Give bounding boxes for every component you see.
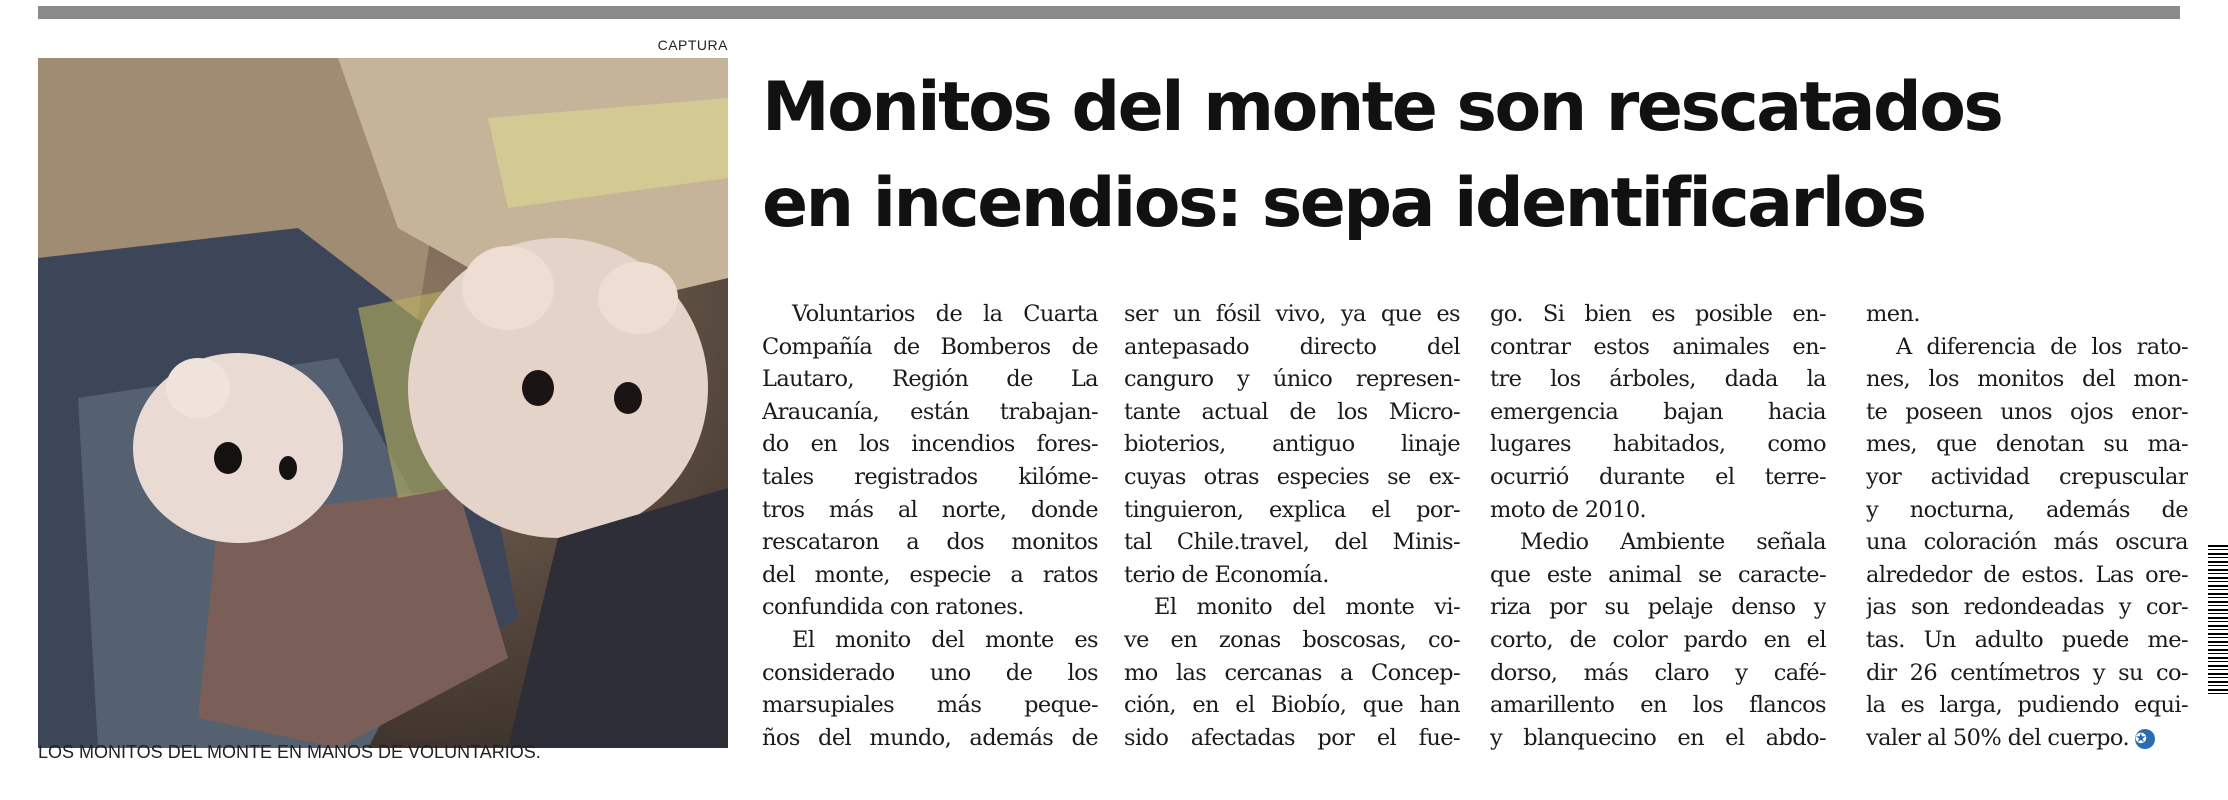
text-line: la es larga, pudiendo equi-	[1866, 692, 2188, 719]
headline	[762, 60, 2202, 252]
headline-line-1: Monitos del monte son rescatados	[762, 68, 2002, 147]
photo-illustration	[38, 58, 728, 748]
text-line: nes, los monitos del mon-	[1866, 366, 2188, 393]
text-line: ños del mundo, además de	[762, 724, 1098, 751]
body-column-2	[1124, 298, 1460, 754]
text-line: confundida con ratones.	[762, 594, 1024, 621]
text-line: sido afectadas por el fue-	[1124, 724, 1460, 751]
barcode-strip	[2208, 545, 2228, 695]
photo-caption: LOS MONITOS DEL MONTE EN MANOS DE VOLUNTARIOS.	[38, 742, 541, 762]
text-line: tales registrados kilóme-	[762, 463, 1098, 490]
text-line: tante actual de los Micro-	[1124, 398, 1460, 425]
text-line: tal Chile.travel, del Minis-	[1124, 529, 1460, 556]
text-line: tros más al norte, donde	[762, 496, 1098, 523]
text-line: corto, de color pardo en el	[1490, 626, 1826, 653]
text-line: ción, en el Biobío, que han	[1124, 692, 1460, 719]
text-line: antepasado directo del	[1124, 333, 1460, 360]
paragraph	[1124, 591, 1460, 754]
text-line: marsupiales más peque-	[762, 692, 1098, 719]
text-line: tas. Un adulto puede me-	[1866, 626, 2188, 653]
text-line: do en los incendios fores-	[762, 431, 1098, 458]
text-line: Araucanía, están trabajan-	[762, 398, 1098, 425]
text-line: go. Si bien es posible en-	[1490, 301, 1826, 327]
text-line: Compañía de Bomberos de	[762, 333, 1098, 360]
paragraph	[1490, 298, 1826, 526]
text-line: ser un fósil vivo, ya que es	[1124, 301, 1460, 327]
text-line: dir 26 centímetros y su co-	[1866, 659, 2188, 686]
paragraph	[762, 624, 1098, 754]
text-line: cuyas otras especies se ex-	[1124, 463, 1460, 490]
text-line: mo las cercanas a Concep-	[1124, 659, 1460, 686]
paragraph	[1490, 526, 1826, 754]
text-line: riza por su pelaje denso y	[1490, 594, 1826, 621]
text-line: Lautaro, Región de La	[762, 366, 1098, 393]
text-line	[1866, 722, 2188, 755]
text-line: y blanquecino en el abdo-	[1490, 724, 1826, 751]
body-column-4	[1866, 298, 2188, 754]
text-line: terio de Economía.	[1124, 561, 1329, 588]
text-line: una coloración más oscura	[1866, 529, 2188, 556]
text-line: considerado uno de los	[762, 659, 1098, 686]
headline-line-2: en incendios: sepa identificarlos	[762, 164, 1925, 243]
top-rule	[38, 6, 2180, 19]
text-line: ve en zonas boscosas, co-	[1124, 626, 1460, 653]
text-line: rescataron a dos monitos	[762, 529, 1098, 556]
text-line: que este animal se caracte-	[1490, 561, 1826, 588]
text-line: bioterios, antiguo linaje	[1124, 431, 1460, 458]
photo-credit: CAPTURA	[657, 37, 728, 53]
text-line: dorso, más claro y café-	[1490, 659, 1826, 686]
paragraph	[1124, 298, 1460, 591]
last-text: valer al 50% del cuerpo.	[1866, 724, 2130, 751]
body-column-1	[762, 298, 1098, 754]
text-line: men.	[1866, 301, 1920, 327]
text-line: del monte, especie a ratos	[762, 561, 1098, 588]
text-line: A diferencia de los rato-	[1896, 333, 2188, 360]
star-circle-icon: ✪	[2135, 729, 2155, 749]
paragraph	[762, 298, 1098, 624]
text-line: El monito del monte es	[792, 626, 1098, 653]
text-line: canguro y único represen-	[1124, 366, 1460, 393]
text-line: mes, que denotan su ma-	[1866, 431, 2188, 458]
text-line: contrar estos animales en-	[1490, 333, 1826, 360]
text-line: y nocturna, además de	[1866, 496, 2188, 523]
text-line: yor actividad crepuscular	[1866, 463, 2188, 490]
body-column-3	[1490, 298, 1826, 754]
text-line: alrededor de estos. Las ore-	[1866, 561, 2188, 588]
paragraph	[1866, 298, 2188, 331]
text-line: El monito del monte vi-	[1154, 594, 1460, 621]
text-line: ocurrió durante el terre-	[1490, 463, 1826, 490]
text-line: te poseen unos ojos enor-	[1866, 398, 2188, 425]
paragraph	[1866, 331, 2188, 755]
text-line: jas son redondeadas y cor-	[1866, 594, 2188, 621]
text-line: moto de 2010.	[1490, 496, 1647, 523]
text-line: Voluntarios de la Cuarta	[792, 301, 1098, 327]
text-line: tre los árboles, dada la	[1490, 366, 1826, 393]
text-line: Medio Ambiente señala	[1520, 529, 1826, 556]
text-line: emergencia bajan hacia	[1490, 398, 1826, 425]
article-photo	[38, 58, 728, 748]
text-line: lugares habitados, como	[1490, 431, 1826, 458]
text-line: tinguieron, explica el por-	[1124, 496, 1460, 523]
text-line: amarillento en los flancos	[1490, 692, 1826, 719]
